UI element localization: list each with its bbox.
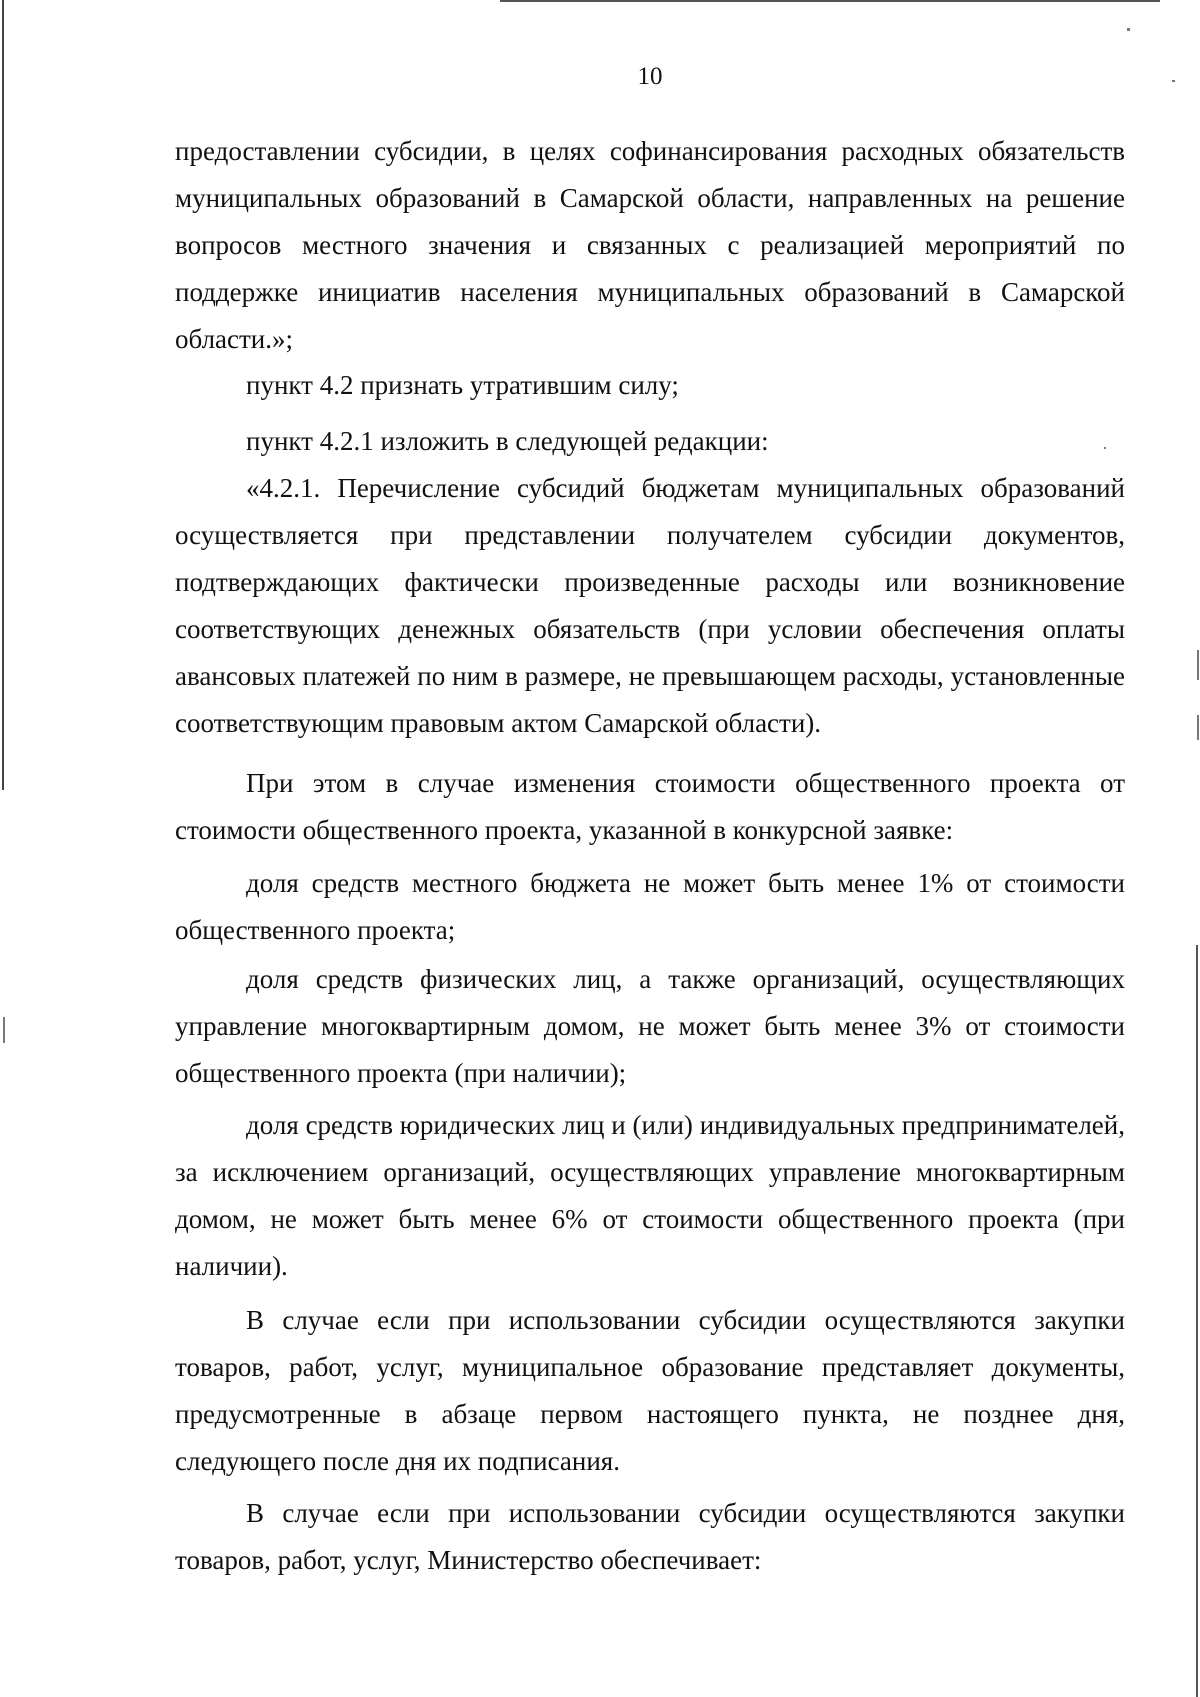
- page-number: 10: [637, 63, 663, 90]
- paragraph: В случае если при использовании субсидии осуществляются закупки товаров, работ, услуг, муниципальное образование представляет документы, предусмотренные в абзаце первом настоящего пункта, не позднее дня, следующего после дня их подписания.: [175, 1305, 1125, 1476]
- paragraph-ministry-ensures: [175, 1490, 1125, 1584]
- paragraph-4-2-1-text: [175, 465, 1125, 747]
- paragraph-item-4-2: [175, 362, 1125, 409]
- scan-speck: [1197, 650, 1199, 680]
- paragraph: В случае если при использовании субсидии осуществляются закупки товаров, работ, услуг, Министерство обеспечивает:: [175, 1498, 1125, 1575]
- paragraph: доля средств местного бюджета не может быть менее 1% от стоимости общественного проекта;: [175, 868, 1125, 945]
- scan-speck: [1127, 28, 1130, 31]
- paragraph-procurement-documents: [175, 1297, 1125, 1485]
- paragraph-continuation: [175, 128, 1125, 363]
- paragraph-individuals-share: [175, 956, 1125, 1097]
- scan-speck: [3, 1017, 5, 1043]
- paragraph-cost-change: [175, 760, 1125, 854]
- scan-edge-top: [500, 0, 1160, 2]
- scan-edge-right: [1196, 945, 1198, 1697]
- paragraph: доля средств юридических лиц и (или) индивидуальных предпринимателей, за исключением организаций, осуществляющих управление многоквартирным домом, не может быть менее 6% от стоимости общественного проекта (при наличии).: [175, 1110, 1125, 1281]
- paragraph: пункт 4.2 признать утратившим силу;: [246, 370, 679, 400]
- paragraph-item-4-2-1: [175, 418, 1125, 465]
- paragraph: предоставлении субсидии, в целях софинансирования расходных обязательств муниципальных образований в Самарской области, направленных на решение вопросов местного значения и связанных с реализацией мероприятий по поддержке инициатив населения муниципальных образований в Самарской области.»;: [175, 136, 1125, 354]
- scan-speck: [1197, 715, 1199, 740]
- scan-edge-left: [2, 0, 4, 790]
- paragraph: «4.2.1. Перечисление субсидий бюджетам муниципальных образований осуществляется при представлении получателем субсидии документов, подтверждающих фактически произведенные расходы или возникновение соответствующих денежных обязательств (при условии обеспечения оплаты авансовых платежей по ним в размере, не превышающем расходы, установленные соответствующим правовым актом Самарской области).: [175, 473, 1125, 738]
- paragraph-legal-entities-share: [175, 1102, 1125, 1290]
- paragraph: пункт 4.2.1 изложить в следующей редакции:: [246, 426, 769, 456]
- paragraph: доля средств физических лиц, а также организаций, осуществляющих управление многоквартирным домом, не может быть менее 3% от стоимости общественного проекта (при наличии);: [175, 964, 1125, 1088]
- paragraph: При этом в случае изменения стоимости общественного проекта от стоимости общественного проекта, указанной в конкурсной заявке:: [175, 768, 1125, 845]
- paragraph-local-budget-share: [175, 860, 1125, 954]
